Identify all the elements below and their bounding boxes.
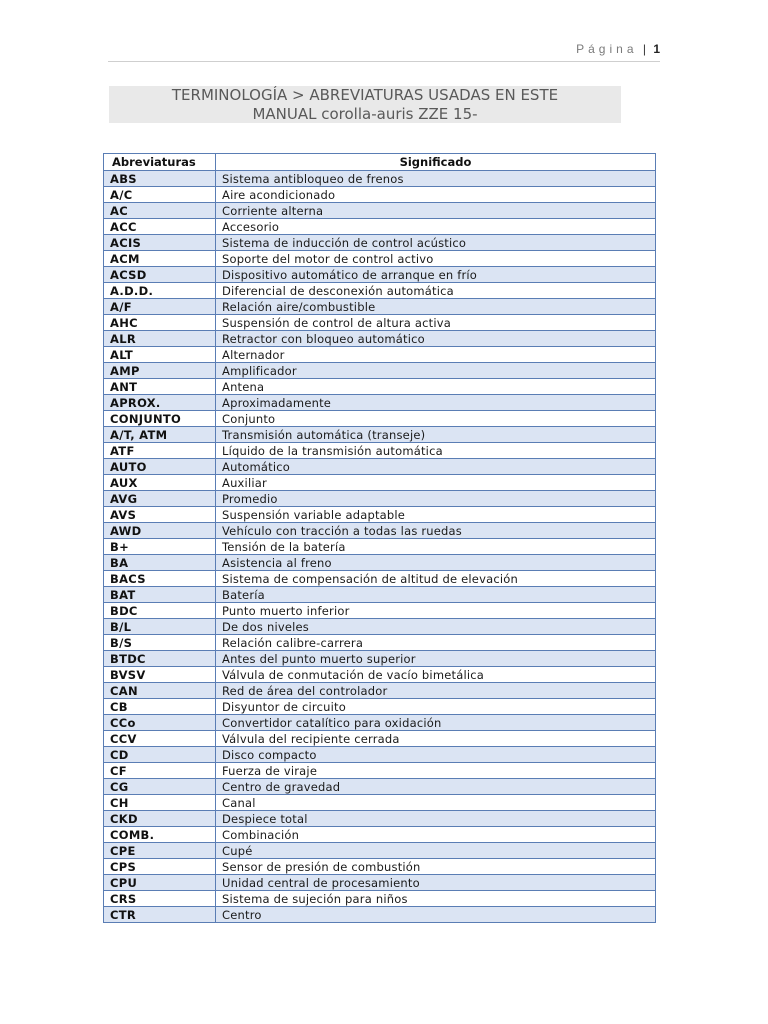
abbreviation-cell: AVS — [104, 507, 216, 523]
abbreviation-cell: B/S — [104, 635, 216, 651]
meaning-cell: Promedio — [216, 491, 656, 507]
meaning-cell: Antena — [216, 379, 656, 395]
abbreviation-cell: AHC — [104, 315, 216, 331]
meaning-cell: Amplificador — [216, 363, 656, 379]
abbreviation-cell: CPU — [104, 875, 216, 891]
meaning-cell: Disyuntor de circuito — [216, 699, 656, 715]
table-row — [104, 683, 656, 699]
table-row — [104, 411, 656, 427]
meaning-cell: Conjunto — [216, 411, 656, 427]
abbreviation-cell: BACS — [104, 571, 216, 587]
abbreviation-cell: BTDC — [104, 651, 216, 667]
meaning-cell: Centro de gravedad — [216, 779, 656, 795]
meaning-cell: Dispositivo automático de arranque en frío — [216, 267, 656, 283]
title-line-2: MANUAL corolla-auris ZZE 15- — [252, 105, 478, 123]
meaning-cell: Accesorio — [216, 219, 656, 235]
abbreviation-cell: CCo — [104, 715, 216, 731]
abbreviation-cell: BAT — [104, 587, 216, 603]
abbreviation-cell: ACSD — [104, 267, 216, 283]
table-row — [104, 347, 656, 363]
table-row — [104, 235, 656, 251]
abbreviation-cell: CKD — [104, 811, 216, 827]
table-row — [104, 267, 656, 283]
meaning-cell: Punto muerto inferior — [216, 603, 656, 619]
table-row — [104, 203, 656, 219]
abbreviations-table — [103, 153, 656, 923]
meaning-cell: Cupé — [216, 843, 656, 859]
abbreviation-cell: CB — [104, 699, 216, 715]
header-abbreviations: Abreviaturas — [104, 154, 216, 171]
meaning-cell: Transmisión automática (transeje) — [216, 427, 656, 443]
table-row — [104, 731, 656, 747]
document-title — [109, 86, 621, 123]
table-row — [104, 619, 656, 635]
meaning-cell: Convertidor catalítico para oxidación — [216, 715, 656, 731]
table-row — [104, 795, 656, 811]
abbreviation-cell: CG — [104, 779, 216, 795]
abbreviation-cell: AVG — [104, 491, 216, 507]
title-line-1: TERMINOLOGÍA > ABREVIATURAS USADAS EN ESTE — [171, 86, 559, 104]
meaning-cell: Automático — [216, 459, 656, 475]
abbreviation-cell: CF — [104, 763, 216, 779]
abbreviation-cell: B+ — [104, 539, 216, 555]
abbreviation-cell: CD — [104, 747, 216, 763]
meaning-cell: Vehículo con tracción a todas las ruedas — [216, 523, 656, 539]
abbreviation-cell: ACM — [104, 251, 216, 267]
meaning-cell: Centro — [216, 907, 656, 923]
meaning-cell: Alternador — [216, 347, 656, 363]
table-row — [104, 875, 656, 891]
table-header-row — [104, 154, 656, 171]
table-row — [104, 443, 656, 459]
meaning-cell: Sistema de inducción de control acústico — [216, 235, 656, 251]
page-number: 1 — [653, 42, 660, 56]
abbreviation-cell: A/T, ATM — [104, 427, 216, 443]
table-row — [104, 715, 656, 731]
meaning-cell: Relación calibre-carrera — [216, 635, 656, 651]
meaning-cell: Despiece total — [216, 811, 656, 827]
table-row — [104, 747, 656, 763]
meaning-cell: Asistencia al freno — [216, 555, 656, 571]
meaning-cell: Unidad central de procesamiento — [216, 875, 656, 891]
table-row — [104, 539, 656, 555]
abbreviation-cell: CPE — [104, 843, 216, 859]
abbreviation-cell: BVSV — [104, 667, 216, 683]
abbreviation-cell: A.D.D. — [104, 283, 216, 299]
abbreviation-cell: CPS — [104, 859, 216, 875]
meaning-cell: Canal — [216, 795, 656, 811]
table-row — [104, 699, 656, 715]
table-row — [104, 427, 656, 443]
abbreviation-cell: AWD — [104, 523, 216, 539]
abbreviation-cell: CTR — [104, 907, 216, 923]
meaning-cell: Válvula del recipiente cerrada — [216, 731, 656, 747]
table-body — [104, 171, 656, 923]
table-row — [104, 331, 656, 347]
meaning-cell: Válvula de conmutación de vacío bimetálica — [216, 667, 656, 683]
abbreviation-cell: A/C — [104, 187, 216, 203]
meaning-cell: Antes del punto muerto superior — [216, 651, 656, 667]
abbreviation-cell: BDC — [104, 603, 216, 619]
table-row — [104, 811, 656, 827]
table-row — [104, 283, 656, 299]
table-row — [104, 507, 656, 523]
meaning-cell: Tensión de la batería — [216, 539, 656, 555]
abbreviation-cell: CONJUNTO — [104, 411, 216, 427]
meaning-cell: Corriente alterna — [216, 203, 656, 219]
table-row — [104, 395, 656, 411]
abbreviation-cell: AUX — [104, 475, 216, 491]
meaning-cell: Batería — [216, 587, 656, 603]
meaning-cell: Red de área del controlador — [216, 683, 656, 699]
table-row — [104, 603, 656, 619]
table-row — [104, 667, 656, 683]
page-word: Página — [576, 42, 638, 56]
abbreviation-cell: CAN — [104, 683, 216, 699]
table-row — [104, 459, 656, 475]
abbreviation-cell: CRS — [104, 891, 216, 907]
abbreviation-cell: ATF — [104, 443, 216, 459]
meaning-cell: Líquido de la transmisión automática — [216, 443, 656, 459]
meaning-cell: Suspensión variable adaptable — [216, 507, 656, 523]
meaning-cell: Suspensión de control de altura activa — [216, 315, 656, 331]
table-row — [104, 587, 656, 603]
abbreviation-cell: COMB. — [104, 827, 216, 843]
abbreviation-cell: ACIS — [104, 235, 216, 251]
abbreviation-cell: BA — [104, 555, 216, 571]
abbreviation-cell: AMP — [104, 363, 216, 379]
table-row — [104, 891, 656, 907]
table-row — [104, 171, 656, 187]
table-row — [104, 379, 656, 395]
page-header — [108, 40, 660, 62]
page-number-label — [576, 42, 660, 56]
table-row — [104, 315, 656, 331]
abbreviation-cell: AC — [104, 203, 216, 219]
abbreviation-cell: ANT — [104, 379, 216, 395]
abbreviation-cell: ALR — [104, 331, 216, 347]
abbreviation-cell: APROX. — [104, 395, 216, 411]
meaning-cell: Sistema de sujeción para niños — [216, 891, 656, 907]
table-row — [104, 859, 656, 875]
table-row — [104, 491, 656, 507]
table-row — [104, 843, 656, 859]
table-row — [104, 187, 656, 203]
meaning-cell: Diferencial de desconexión automática — [216, 283, 656, 299]
table-row — [104, 475, 656, 491]
table-row — [104, 555, 656, 571]
abbreviation-cell: ACC — [104, 219, 216, 235]
table-row — [104, 651, 656, 667]
abbreviation-cell: CH — [104, 795, 216, 811]
abbreviation-cell: AUTO — [104, 459, 216, 475]
meaning-cell: Auxiliar — [216, 475, 656, 491]
table-row — [104, 219, 656, 235]
header-meaning: Significado — [216, 154, 656, 171]
meaning-cell: Fuerza de viraje — [216, 763, 656, 779]
meaning-cell: Soporte del motor de control activo — [216, 251, 656, 267]
table-row — [104, 907, 656, 923]
meaning-cell: Relación aire/combustible — [216, 299, 656, 315]
meaning-cell: Disco compacto — [216, 747, 656, 763]
meaning-cell: Sistema de compensación de altitud de elevación — [216, 571, 656, 587]
table-row — [104, 363, 656, 379]
table-row — [104, 827, 656, 843]
table-row — [104, 299, 656, 315]
table-row — [104, 779, 656, 795]
meaning-cell: De dos niveles — [216, 619, 656, 635]
table-row — [104, 635, 656, 651]
table-row — [104, 251, 656, 267]
meaning-cell: Aproximadamente — [216, 395, 656, 411]
meaning-cell: Sensor de presión de combustión — [216, 859, 656, 875]
abbreviation-cell: ALT — [104, 347, 216, 363]
meaning-cell: Aire acondicionado — [216, 187, 656, 203]
table-row — [104, 523, 656, 539]
meaning-cell: Retractor con bloqueo automático — [216, 331, 656, 347]
table-row — [104, 763, 656, 779]
abbreviation-cell: B/L — [104, 619, 216, 635]
meaning-cell: Sistema antibloqueo de frenos — [216, 171, 656, 187]
meaning-cell: Combinación — [216, 827, 656, 843]
page-separator: | — [642, 42, 646, 56]
abbreviation-cell: CCV — [104, 731, 216, 747]
abbreviation-cell: A/F — [104, 299, 216, 315]
abbreviation-cell: ABS — [104, 171, 216, 187]
table-row — [104, 571, 656, 587]
